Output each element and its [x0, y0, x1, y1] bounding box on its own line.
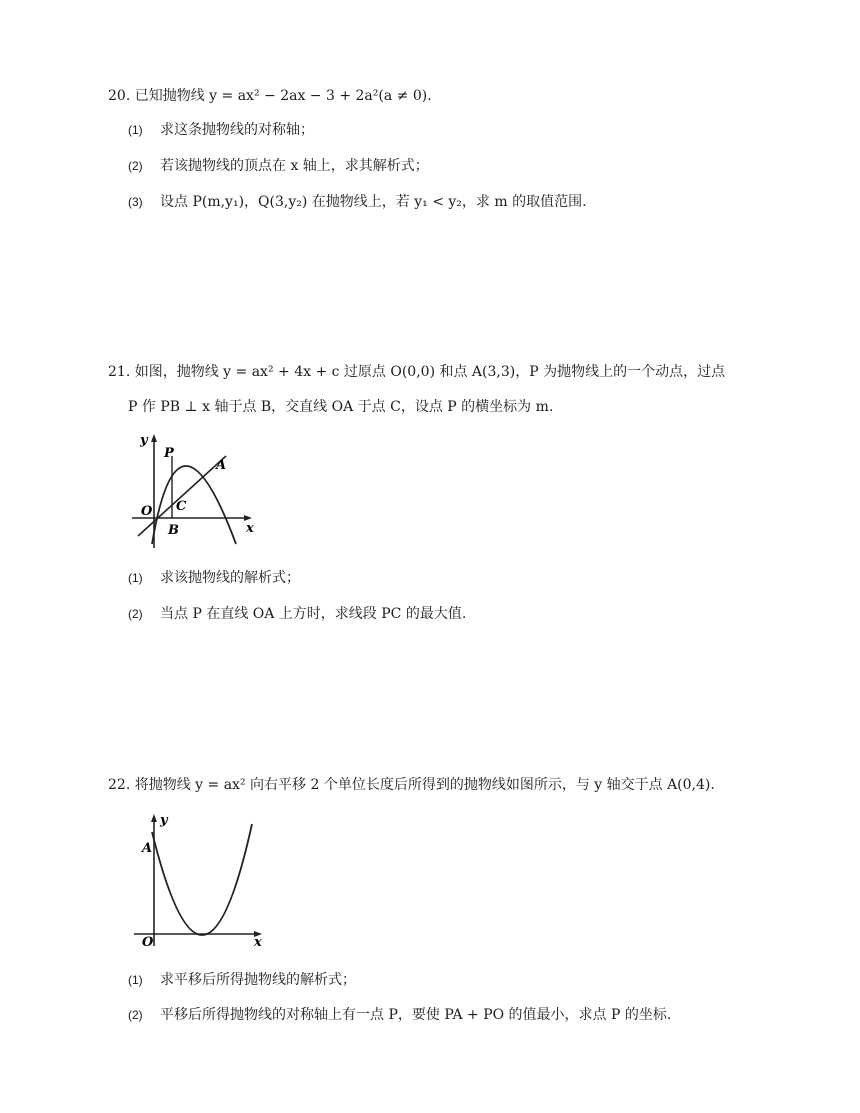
- q22-label-y: y: [160, 813, 168, 828]
- q20-part2-text: 若该抛物线的顶点在 x 轴上，求其解析式；: [160, 158, 429, 174]
- q21-part2-text: 当点 P 在直线 OA 上方时，求线段 PC 的最大值.: [160, 606, 467, 622]
- q21-label-c: C: [176, 499, 187, 514]
- q22-parabola-figure: [130, 812, 270, 952]
- q22-label-x: x: [254, 935, 262, 950]
- q21-parabola-figure: [128, 432, 260, 552]
- q20-part2-number: (2): [128, 159, 143, 173]
- q21-label-x: x: [246, 521, 254, 536]
- q22-label-a: A: [142, 841, 153, 856]
- q22-part1-text: 求平移后所得抛物线的解析式；: [160, 972, 356, 988]
- q21-part2-number: (2): [128, 607, 143, 621]
- q22-part2-text: 平移后所得抛物线的对称轴上有一点 P，要使 PA + PO 的值最小，求点 P 的坐标.: [160, 1007, 672, 1023]
- q20-part1-number: (1): [128, 123, 143, 137]
- q21-stem-line2: P 作 PB ⊥ x 轴于点 B，交直线 OA 于点 C，设点 P 的横坐标为 m.: [128, 399, 554, 415]
- q20-part1-text: 求这条抛物线的对称轴；: [160, 122, 314, 138]
- q22-part2-number: (2): [128, 1008, 143, 1022]
- q21-label-a: A: [216, 458, 227, 473]
- q21-part1-number: (1): [128, 571, 143, 585]
- q21-part1-text: 求该抛物线的解析式；: [160, 570, 300, 586]
- q21-label-y: y: [140, 433, 148, 448]
- q22-stem: 22. 将抛物线 y = ax² 向右平移 2 个单位长度后所得到的抛物线如图所示，与 y 轴交于点 A(0,4).: [108, 777, 715, 793]
- q21-stem-line1: 21. 如图，抛物线 y = ax² + 4x + c 过原点 O(0,0) 和点 A(3,3)，P 为抛物线上的一个动点，过点: [108, 364, 726, 380]
- q21-label-o: O: [141, 504, 153, 519]
- q20-stem: 20. 已知抛物线 y = ax² − 2ax − 3 + 2a²(a ≠ 0).: [108, 88, 432, 104]
- q21-label-p: P: [164, 446, 174, 461]
- q22-part1-number: (1): [128, 973, 143, 987]
- q21-label-b: B: [168, 523, 179, 538]
- q20-part3-number: (3): [128, 195, 143, 209]
- q20-part3-text: 设点 P(m,y₁)，Q(3,y₂) 在抛物线上，若 y₁ < y₂，求 m 的取值范围.: [160, 194, 587, 210]
- q22-label-o: O: [142, 935, 154, 950]
